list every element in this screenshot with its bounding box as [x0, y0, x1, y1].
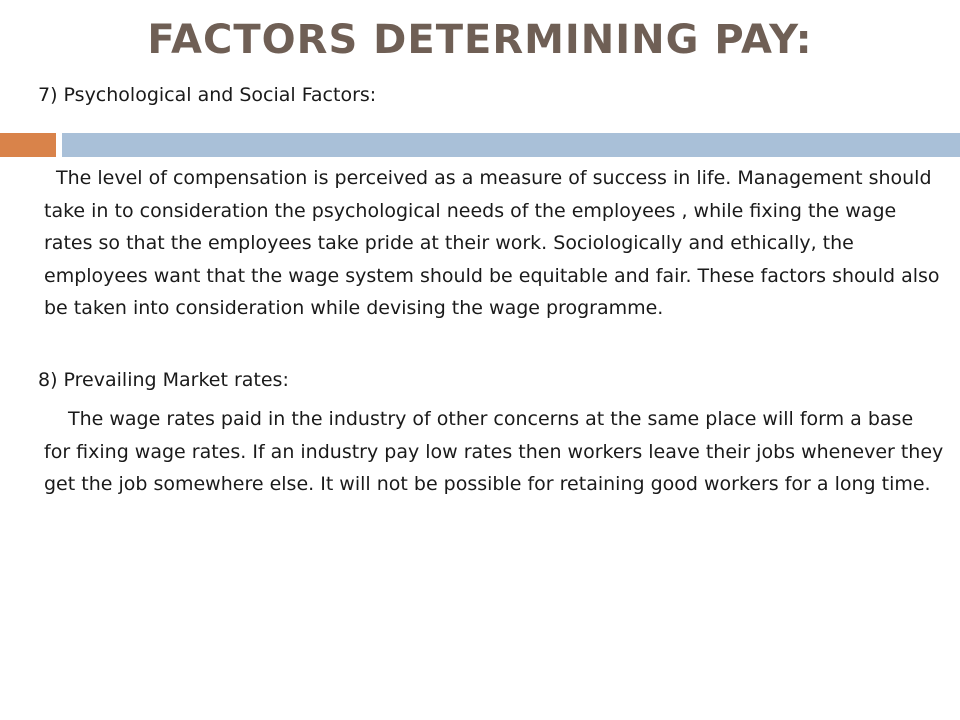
- subheading-market-rates: 8) Prevailing Market rates:: [38, 369, 289, 391]
- slide-title: FACTORS DETERMINING PAY:: [147, 17, 813, 63]
- accent-bar-blue: [62, 133, 960, 157]
- paragraph-market-rates: The wage rates paid in the industry of other concerns at the same place will form a base for fixing wage rates. If an industry pay low rates then workers leave their jobs whenever they get the job somewhere else. It will not be possible for retaining good workers for a long time.: [44, 408, 944, 495]
- subheading-psychological-social: 7) Psychological and Social Factors:: [38, 84, 377, 106]
- accent-bar-orange: [0, 133, 56, 157]
- paragraph-psychological-social: The level of compensation is perceived as a measure of success in life. Management should take in to consideration the psychological needs of the employees , while fixing the wage rates so that the employees take pride at their work. Sociologically and ethically, the employees want that the wage system should be equitable and fair. These factors should also be taken into consideration while devising the wage programme.: [44, 167, 940, 319]
